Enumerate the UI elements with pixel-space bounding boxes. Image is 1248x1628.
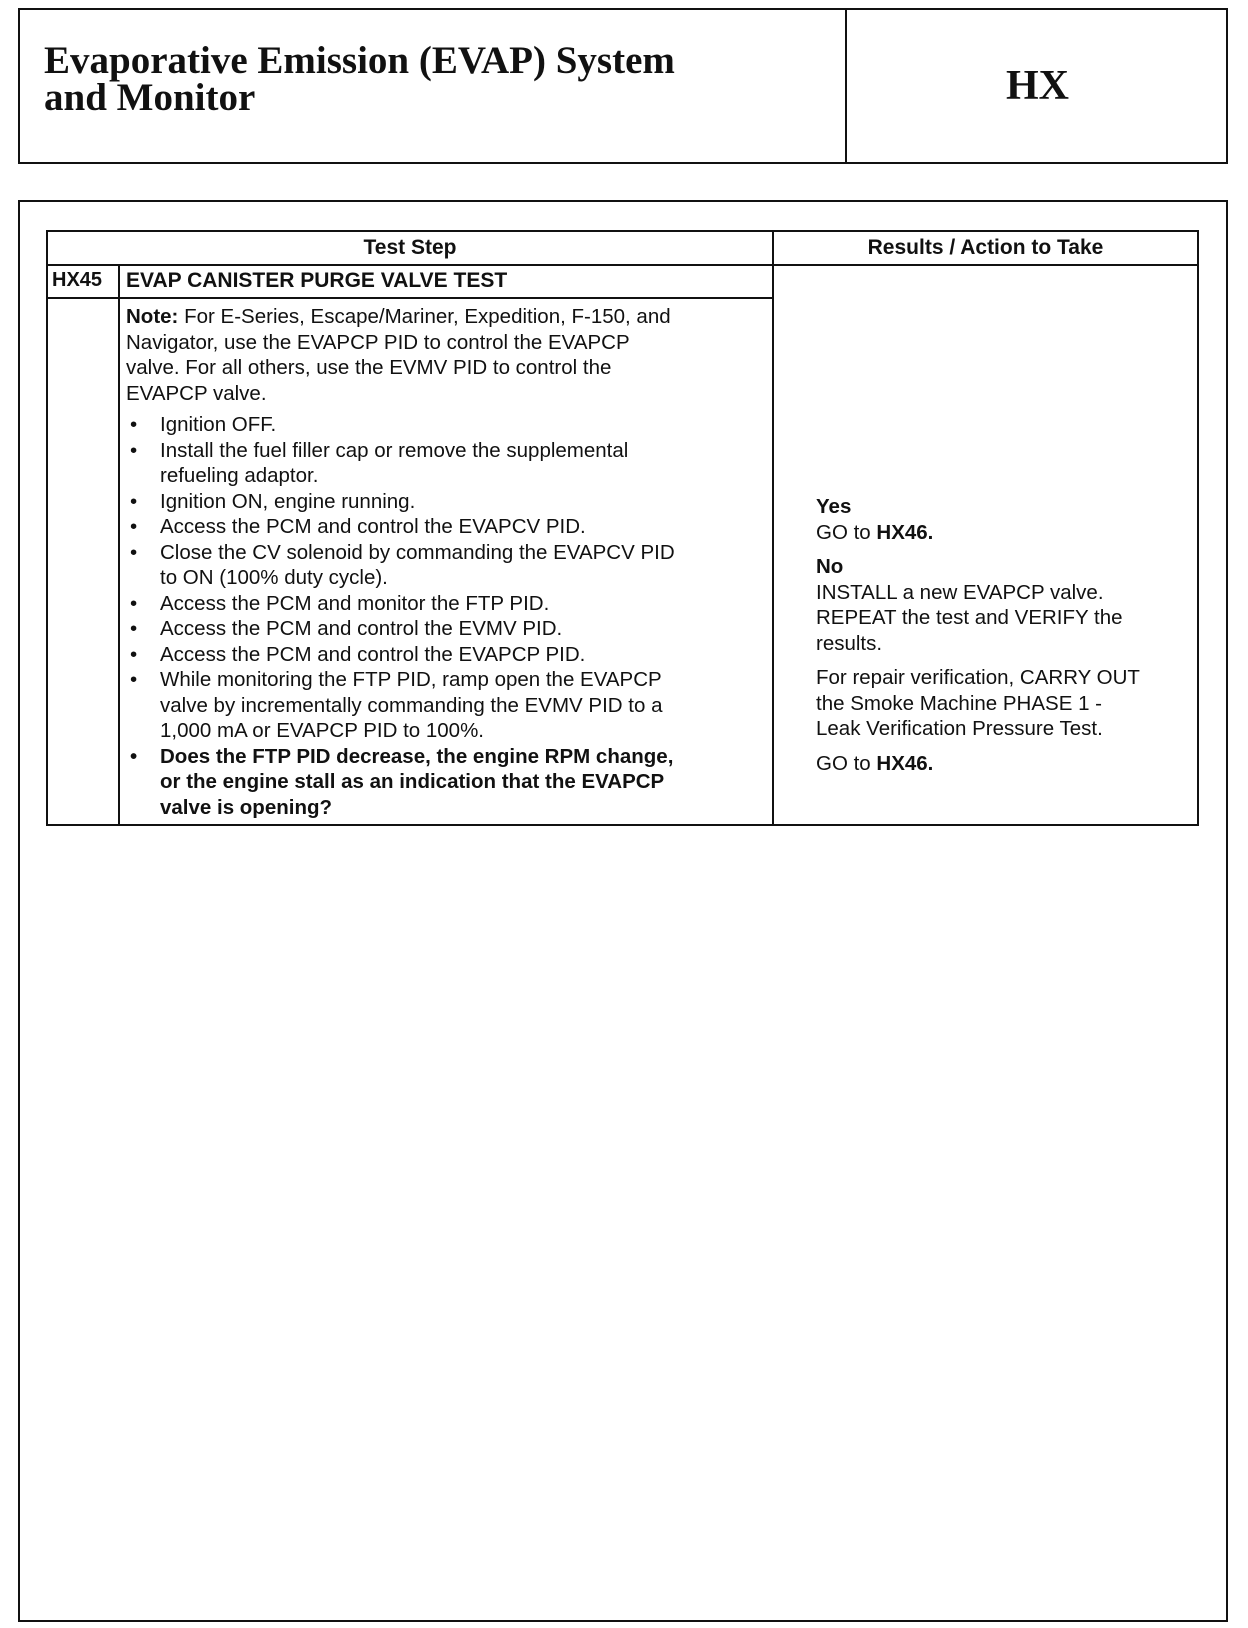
step-id: HX45 [52,269,103,291]
bullet-icon: • [130,413,138,436]
bullet-icon: • [130,668,138,691]
bullet-icon: • [130,617,138,640]
list-item [126,591,806,617]
list-item [126,514,806,540]
result-no-line: INSTALL a new EVAPCP valve. [816,580,1104,604]
list-item [126,489,806,515]
question-line: or the engine stall as an indication that the EVAPCP [160,770,665,793]
question-line: Does the FTP PID decrease, the engine RPM change, [160,744,674,768]
section-code: HX [1006,63,1069,109]
list-item-line: While monitoring the FTP PID, ramp open the EVAPCP [160,668,662,691]
step-instructions [126,304,806,820]
list-item [126,642,806,668]
list-item [126,540,806,591]
question-item [126,744,806,821]
list-item-line: Access the PCM and monitor the FTP PID. [160,591,550,615]
repair-line: For repair verification, CARRY OUT [816,666,1140,689]
bullet-icon: • [130,540,138,564]
list-item-line: Ignition OFF. [160,413,277,436]
result-yes-goto: GO to [816,520,877,544]
list-item [126,667,806,744]
result-yes [816,494,1196,545]
repair-line: the Smoke Machine PHASE 1 - [816,691,1102,715]
list-item-line: Ignition ON, engine running. [160,489,416,513]
result-repair-verification [816,665,1196,742]
list-item-line: refueling adaptor. [160,464,319,487]
bullet-icon: • [130,591,138,615]
test-step-table [46,230,1199,826]
page-title [44,39,824,119]
list-item-line: Access the PCM and control the EVAPCV PID. [160,515,586,538]
list-item-line: Access the PCM and control the EVMV PID. [160,617,563,640]
step-id-divider [118,264,120,824]
page-title-line-2: and Monitor [44,76,256,119]
list-item-line: valve by incrementally commanding the EVMV PID to a [160,693,663,717]
list-item-line: Close the CV solenoid by commanding the EVAPCV PID [160,540,675,564]
column-header-test-step: Test Step [363,236,457,259]
list-item-line: to ON (100% duty cycle). [160,566,388,589]
repair-line: Leak Verification Pressure Test. [816,717,1103,740]
page-title-line-1: Evaporative Emission (EVAP) System [44,39,675,82]
result-no [816,554,1196,656]
results-column [816,494,1196,785]
note-label: Note: [126,305,179,328]
result-no-line: REPEAT the test and VERIFY the [816,606,1123,629]
result-final-ref: HX46. [876,751,934,775]
step-title-rule [48,297,772,299]
list-item-line: Access the PCM and control the EVAPCP PID. [160,642,586,666]
note-line: Navigator, use the EVAPCP PID to control the EVAPCP [126,330,630,354]
result-yes-label: Yes [816,495,852,518]
result-final-goto-text: GO to [816,751,877,775]
bullet-icon: • [130,438,138,462]
list-item [126,616,806,642]
header-row-rule [48,264,1197,266]
instruction-list [126,412,806,820]
list-item-line: Install the fuel filler cap or remove the supplemental [160,438,629,462]
bullet-icon: • [130,744,138,768]
bullet-icon: • [130,515,138,538]
list-item [126,412,806,438]
result-yes-ref: HX46. [876,520,934,544]
column-header-results: Results / Action to Take [867,236,1104,259]
result-no-label: No [816,555,844,578]
note-line: valve. For all others, use the EVMV PID to control the [126,356,612,379]
bullet-icon: • [130,642,138,666]
note-line: For E-Series, Escape/Mariner, Expedition, F-150, and [184,305,671,328]
result-no-line: results. [816,631,883,655]
bullet-icon: • [130,489,138,513]
note-block [126,304,806,406]
result-final-goto [816,751,1196,777]
note-line: EVAPCP valve. [126,381,267,405]
step-title: EVAP CANISTER PURGE VALVE TEST [126,269,508,292]
list-item-line: 1,000 mA or EVAPCP PID to 100%. [160,719,484,742]
question-line: valve is opening? [160,795,333,819]
list-item [126,438,806,489]
